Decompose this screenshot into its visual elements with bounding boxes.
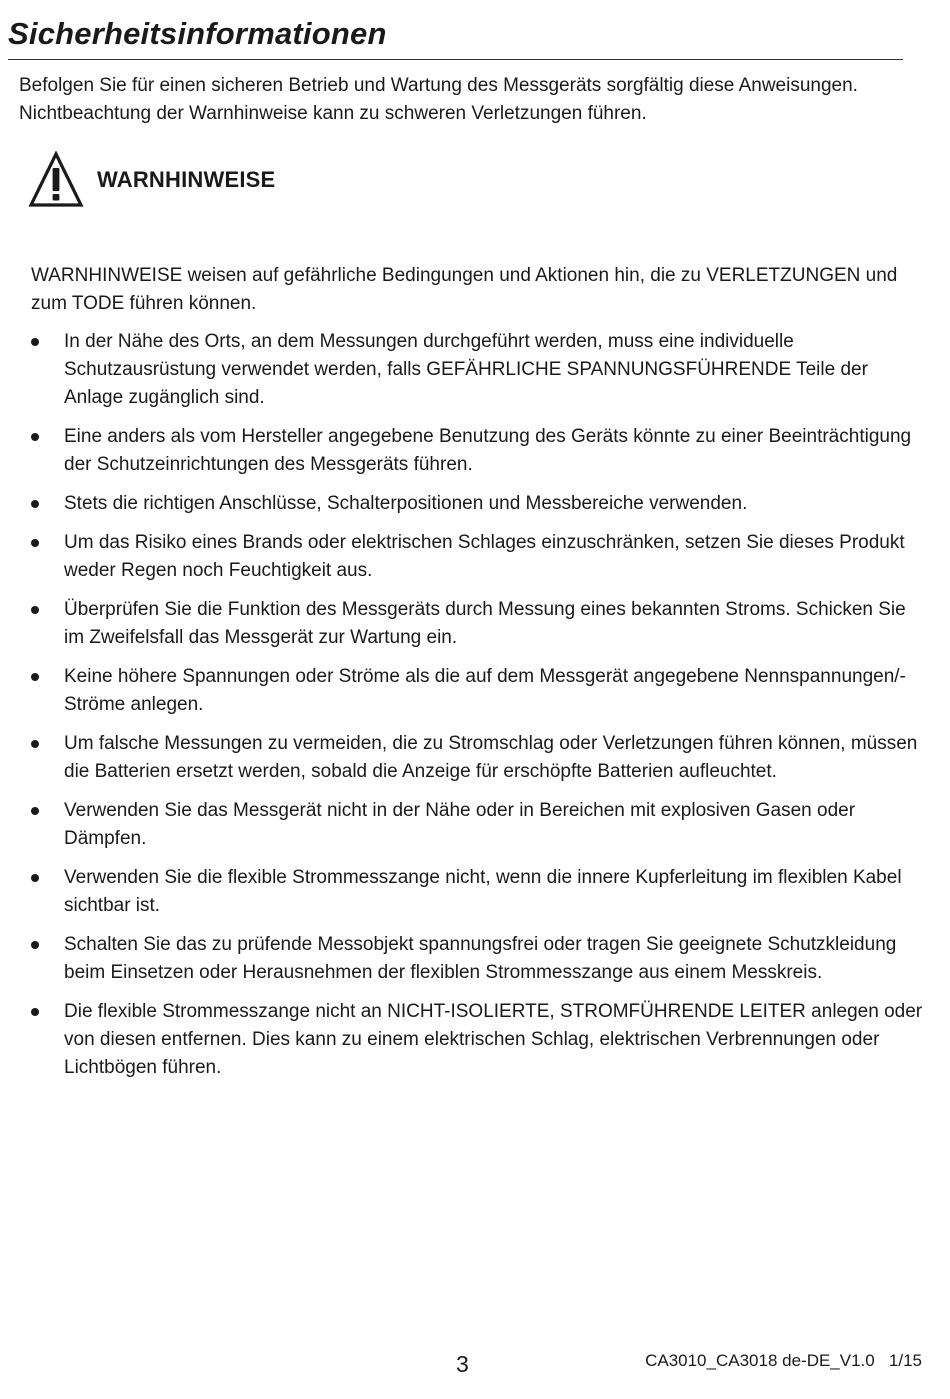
list-item <box>31 931 926 987</box>
bullet-icon <box>31 500 39 508</box>
list-item <box>31 328 926 412</box>
list-item-text: Die flexible Strommesszange nicht an NICHT-ISOLIERTE, STROMFÜHRENDE LEITER anlegen oder von diesen entfernen. Dies kann zu einem elektrischen Schlag, elektrischen Verbrennungen oder Lichtbögen führen. <box>64 1001 923 1078</box>
title-divider <box>8 59 903 60</box>
list-item-text: Um das Risiko eines Brands oder elektrischen Schlages einzuschränken, setzen Sie dieses Produkt weder Regen noch Feuchtigkeit aus. <box>64 532 905 581</box>
list-item <box>31 490 926 518</box>
warning-icon <box>28 151 84 209</box>
bullet-icon <box>31 807 39 815</box>
list-item <box>31 797 926 853</box>
list-item-text: Schalten Sie das zu prüfende Messobjekt spannungsfrei oder tragen Sie geeignete Schutzkleidung beim Einsetzen oder Herausnehmen der flexiblen Strommesszange aus einem Messkreis. <box>64 934 897 983</box>
list-item <box>31 596 926 652</box>
list-item-text: Stets die richtigen Anschlüsse, Schalterpositionen und Messbereiche verwenden. <box>64 493 748 514</box>
list-item <box>31 423 926 479</box>
list-item <box>31 663 926 719</box>
list-item <box>31 529 926 585</box>
intro-paragraph: Befolgen Sie für einen sicheren Betrieb und Wartung des Messgeräts sorgfältig diese Anweisungen. Nichtbeachtung der Warnhinweise kann zu schweren Verletzungen führen. <box>19 75 858 124</box>
bullet-icon <box>31 606 39 614</box>
list-item-text: Überprüfen Sie die Funktion des Messgeräts durch Messung eines bekannten Stroms. Schicken Sie im Zweifelsfall das Messgerät zur Wartung ein. <box>64 599 906 648</box>
bullet-icon <box>31 539 39 547</box>
bullet-icon <box>31 1008 39 1016</box>
bullet-icon <box>31 338 39 346</box>
safety-bullet-list <box>31 328 926 1093</box>
list-item-text: Verwenden Sie die flexible Strommesszange nicht, wenn die innere Kupferleitung im flexiblen Kabel sichtbar ist. <box>64 867 902 916</box>
document-id: CA3010_CA3018 de-DE_V1.0 1/15 <box>645 1351 922 1370</box>
list-item-text: Um falsche Messungen zu vermeiden, die zu Stromschlag oder Verletzungen führen können, müssen die Batterien ersetzt werden, sobald die Anzeige für erschöpfte Batterien aufleuchtet. <box>64 733 918 782</box>
list-item <box>31 864 926 920</box>
bullet-icon <box>31 941 39 949</box>
list-item <box>31 998 926 1082</box>
list-item-text: Eine anders als vom Hersteller angegebene Benutzung des Geräts könnte zu einer Beeinträchtigung der Schutzeinrichtungen des Messgeräts führen. <box>64 426 912 475</box>
bullet-icon <box>31 433 39 441</box>
warning-title: WARNHINWEISE <box>97 167 276 192</box>
list-item-text: In der Nähe des Orts, an dem Messungen durchgeführt werden, muss eine individuelle Schutzausrüstung verwendet werden, falls GEFÄHRLICHE SPANNUNGSFÜHRENDE Teile der Anlage zugänglich sind. <box>64 331 868 408</box>
warning-description: WARNHINWEISE weisen auf gefährliche Bedingungen und Aktionen hin, die zu VERLETZUNGEN und zum TODE führen können. <box>31 265 898 314</box>
list-item-text: Verwenden Sie das Messgerät nicht in der Nähe oder in Bereichen mit explosiven Gasen oder Dämpfen. <box>64 800 856 849</box>
list-item <box>31 730 926 786</box>
bullet-icon <box>31 740 39 748</box>
page-title: Sicherheitsinformationen <box>8 16 387 51</box>
warning-heading <box>28 150 275 210</box>
bullet-icon <box>31 874 39 882</box>
bullet-icon <box>31 673 39 681</box>
list-item-text: Keine höhere Spannungen oder Ströme als die auf dem Messgerät angegebene Nennspannungen/-Ströme anlegen. <box>64 666 906 715</box>
page-number: 3 <box>456 1351 469 1377</box>
